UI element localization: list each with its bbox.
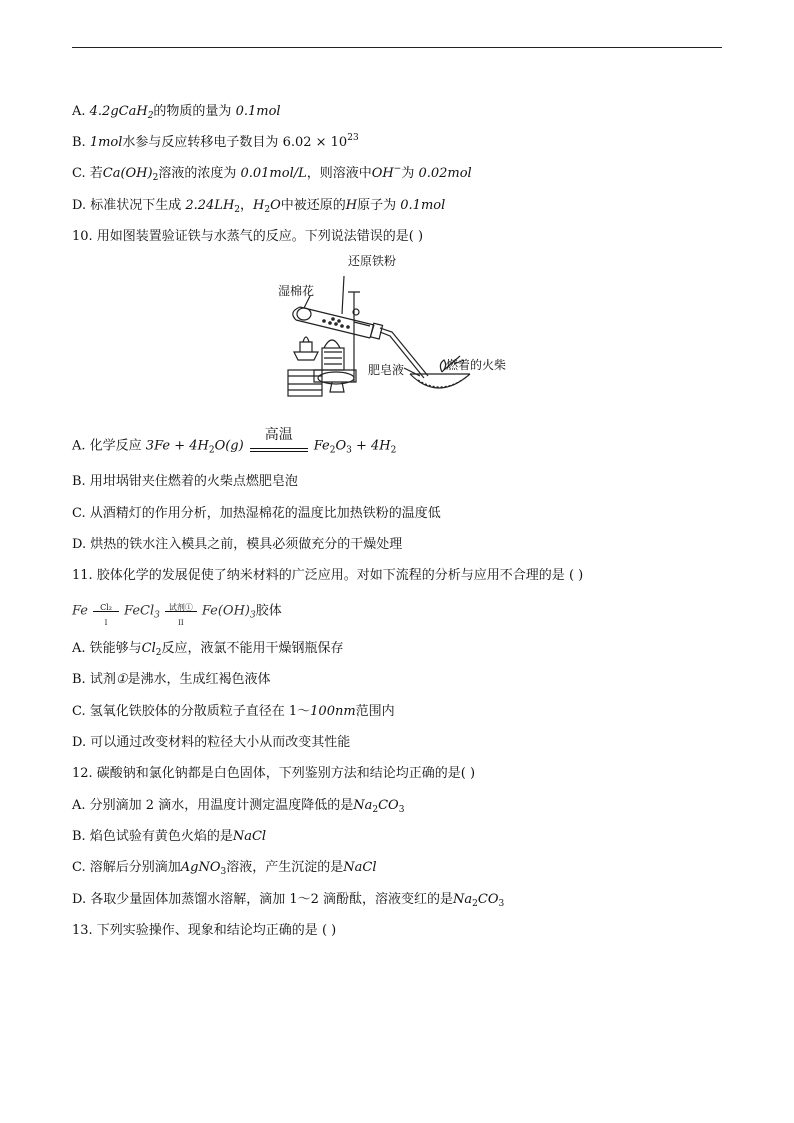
q10-option-d[interactable]: D. 烘热的铁水注入模具之前，模具必须做充分的干燥处理 xyxy=(72,537,403,552)
q11-stem: 11. 胶体化学的发展促使了纳米材料的广泛应用。对如下流程的分析与应用不合理的是 ( ) xyxy=(72,568,584,583)
q10-option-a[interactable]: A. 化学反应 $3Fe + 4H_2O(g)$ 高温 $Fe_2O_3 + 4H_2$ xyxy=(72,427,397,456)
q12-option-c[interactable]: C. 溶解后分别滴加AgNO$_3$溶液，产生沉淀的是NaCl xyxy=(72,860,377,877)
q10-option-c[interactable]: C. 从酒精灯的作用分析，加热湿棉花的温度比加热铁粉的温度低 xyxy=(72,506,441,521)
q11-flow-diagram: Fe $\frac{\text{Cl₂}}{I}$ FeCl$_3$ 试剂① II $Fe(OH)_3$胶体 xyxy=(72,603,282,627)
q13-stem: 13. 下列实验操作、现象和结论均正确的是 ( ) xyxy=(72,923,337,938)
apparatus-diagram xyxy=(274,252,524,402)
flow-arrow-1: $\frac{\text{Cl₂}}{I}$ xyxy=(92,602,120,620)
label-soap-solution: 肥皂液 xyxy=(368,363,405,377)
q11-option-b[interactable]: B. 试剂①是沸水，生成红褐色液体 xyxy=(72,672,271,687)
reaction-condition-arrow: 高温 xyxy=(250,437,308,455)
q12-option-a[interactable]: A. 分别滴加 2 滴水，用温度计测定温度降低的是$Na_2CO_3$ xyxy=(72,798,405,815)
q12-option-b[interactable]: B. 焰色试验有黄色火焰的是NaCl xyxy=(72,829,267,844)
label-wet-cotton: 湿棉花 xyxy=(278,284,315,298)
q11-option-a[interactable]: A. 铁能够与$Cl_2$反应，液氯不能用干燥钢瓶保存 xyxy=(72,641,344,658)
q12-stem: 12. 碳酸钠和氯化钠都是白色固体，下列鉴别方法和结论均正确的是( ) xyxy=(72,766,476,781)
iron-steam-apparatus-figure xyxy=(274,252,524,402)
label-reduced-iron-powder: 还原铁粉 xyxy=(348,254,397,268)
q9-option-c[interactable]: C. 若$Ca(OH)_2$溶液的浓度为 0.01mol/L，则溶液中OH−为 0.02mol xyxy=(72,164,472,183)
header-rule xyxy=(72,47,722,48)
q9-option-b[interactable]: B. 1mol水参与反应转移电子数目为 $6.02 \times 10^{23}$ xyxy=(72,133,359,150)
q11-option-d[interactable]: D. 可以通过改变材料的粒径大小从而改变其性能 xyxy=(72,735,351,750)
q10-stem: 10. 用如图装置验证铁与水蒸气的反应。下列说法错误的是( ) xyxy=(72,229,424,244)
q12-option-d[interactable]: D. 各取少量固体加蒸馏水溶解，滴加 1～2 滴酚酞，溶液变红的是$Na_2CO_3$ xyxy=(72,892,505,909)
q9-option-a[interactable]: A. 4.2gCaH$_2$的物质的量为 0.1mol xyxy=(72,104,281,121)
label-burning-match: 燃着的火柴 xyxy=(446,358,507,372)
q11-option-c[interactable]: C. 氢氧化铁胶体的分散质粒子直径在 1～100nm范围内 xyxy=(72,704,395,719)
q10-option-b[interactable]: B. 用坩埚钳夹住燃着的火柴点燃肥皂泡 xyxy=(72,474,298,489)
flow-arrow-2: 试剂① II xyxy=(164,602,198,620)
q9-option-d[interactable]: D. 标准状况下生成 $2.24LH_2$，$H_2O$中被还原的H原子为 0.1mol xyxy=(72,198,446,215)
